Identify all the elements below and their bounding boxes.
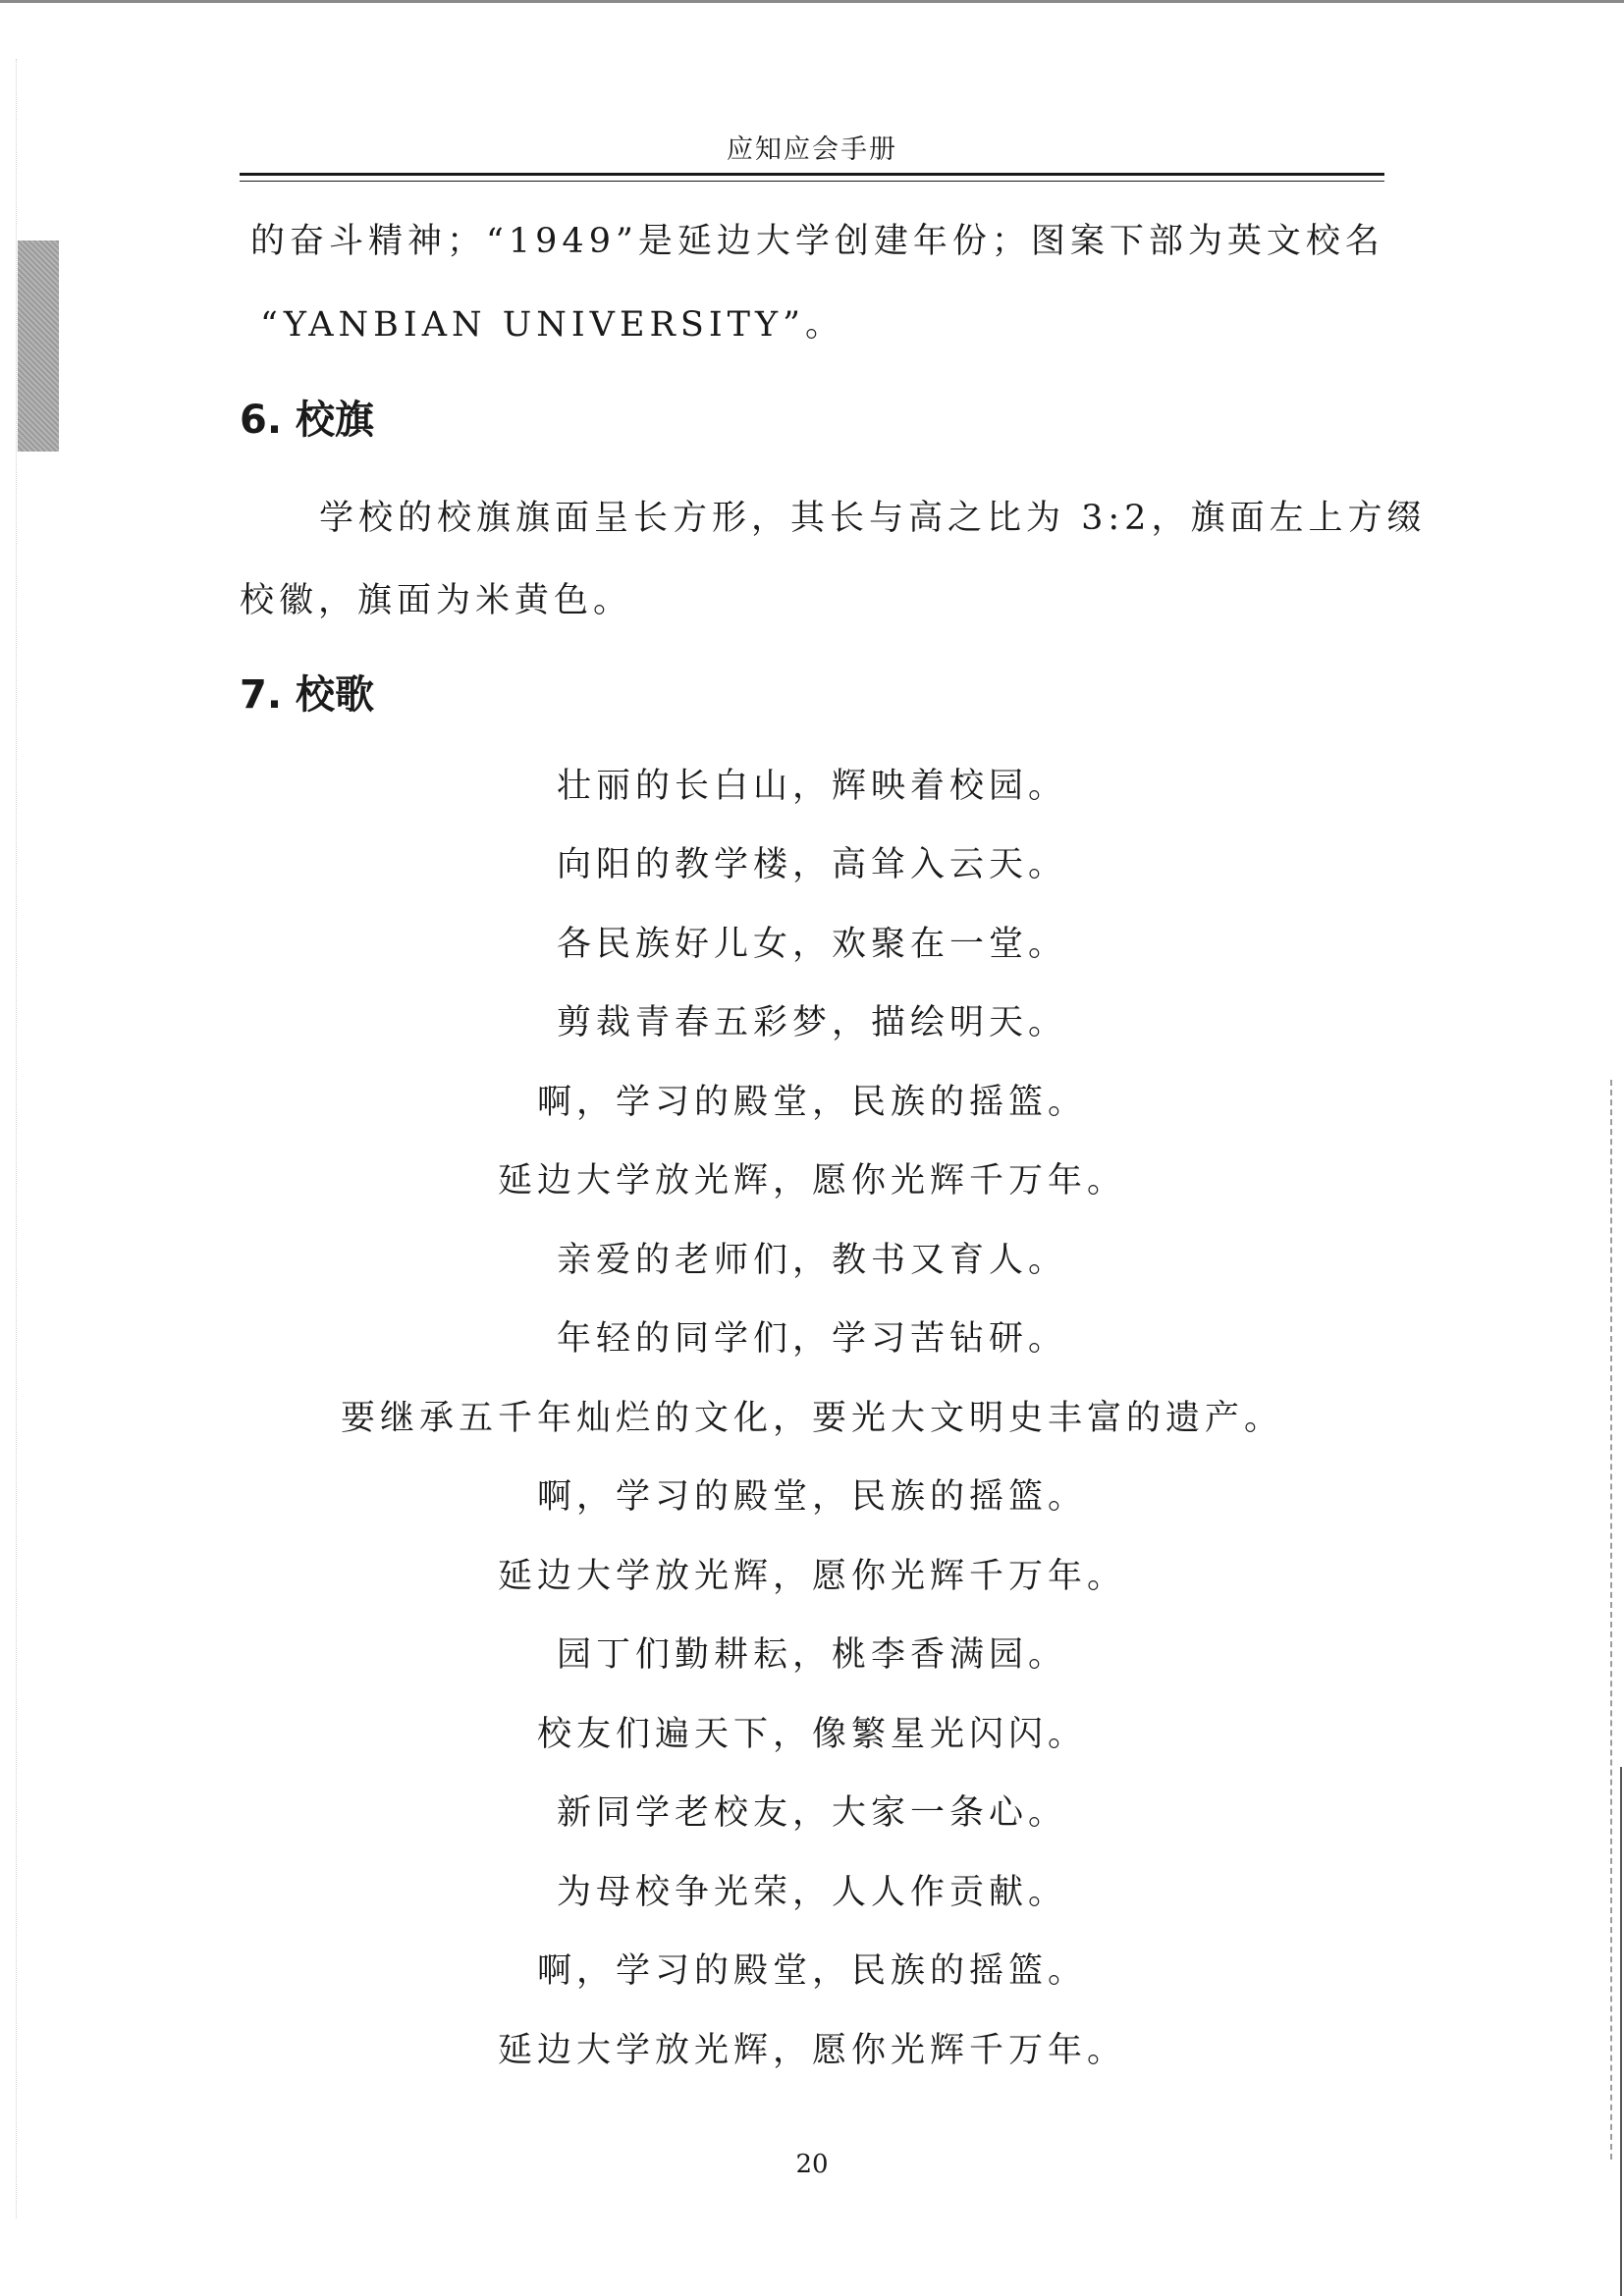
- song-line: 各民族好儿女，欢聚在一堂。: [556, 925, 1067, 964]
- song-line: 要继承五千年灿烂的文化，要光大文明史丰富的遗产。: [340, 1399, 1283, 1438]
- song-line-chorus: 啊，学习的殿堂，民族的摇篮。: [536, 1083, 1087, 1122]
- running-header: 应知应会手册: [727, 134, 897, 165]
- song-line: 亲爱的老师们，教书又育人。: [556, 1241, 1067, 1280]
- song-line: 新同学老校友，大家一条心。: [556, 1793, 1067, 1833]
- page-number: 20: [795, 2150, 829, 2179]
- song-line: 剪裁青春五彩梦，描绘明天。: [556, 1003, 1067, 1042]
- continuation-line-2: “YANBIAN UNIVERSITY”。: [260, 305, 845, 345]
- scan-binding-mark: [18, 240, 59, 452]
- section-7-heading: 7. 校歌: [240, 672, 374, 718]
- song-line-chorus: 延边大学放光辉，愿你光辉千万年。: [497, 1161, 1126, 1201]
- section-6-line-1: 学校的校旗旗面呈长方形，其长与高之比为 3:2，旗面左上方缀: [319, 499, 1427, 538]
- song-line: 向阳的教学楼，高耸入云天。: [556, 845, 1067, 884]
- section-6-heading: 6. 校旗: [240, 398, 374, 443]
- continuation-line-1: 的奋斗精神；“1949”是延边大学创建年份；图案下部为英文校名: [250, 222, 1384, 261]
- song-line-chorus: 延边大学放光辉，愿你光辉千万年。: [497, 2031, 1126, 2070]
- song-line: 壮丽的长白山，辉映着校园。: [556, 767, 1067, 806]
- song-line-chorus: 啊，学习的殿堂，民族的摇篮。: [536, 1477, 1087, 1517]
- header-rule-thin: [240, 181, 1384, 182]
- song-line: 年轻的同学们，学习苦钻研。: [556, 1319, 1067, 1359]
- song-line: 校友们遍天下，像繁星光闪闪。: [536, 1715, 1087, 1754]
- song-line-chorus: 啊，学习的殿堂，民族的摇篮。: [536, 1951, 1087, 1991]
- song-line: 为母校争光荣，人人作贡献。: [556, 1873, 1067, 1912]
- section-6-line-2: 校徽，旗面为米黄色。: [240, 581, 633, 620]
- song-line: 园丁们勤耕耘，桃李香满园。: [556, 1635, 1067, 1675]
- header-rule-thick: [240, 173, 1384, 176]
- song-line-chorus: 延边大学放光辉，愿你光辉千万年。: [497, 1557, 1126, 1596]
- scan-top-edge: [0, 0, 1624, 3]
